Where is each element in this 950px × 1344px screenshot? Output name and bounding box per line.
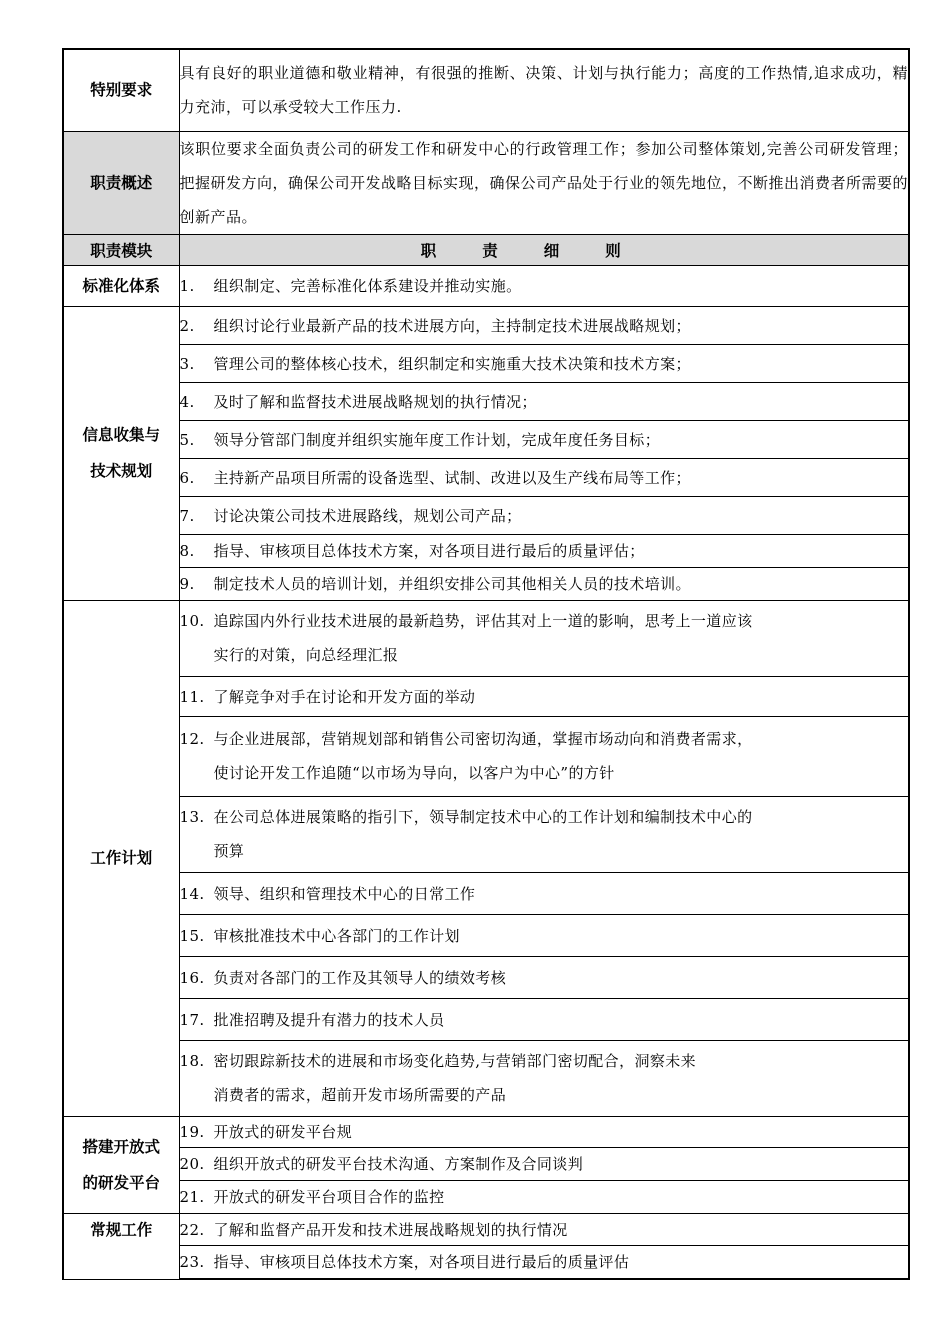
item-text: 及时了解和监督技术进展战略规划的执行情况； xyxy=(213,392,537,411)
table-row xyxy=(63,567,909,600)
list-item xyxy=(179,1147,909,1180)
list-item xyxy=(179,716,909,796)
item-number: 12. xyxy=(179,730,205,748)
list-item xyxy=(179,914,909,956)
section-label-info-collection xyxy=(63,306,179,600)
item-number: 10. xyxy=(179,612,205,630)
item-number: 3. xyxy=(179,354,195,373)
list-item xyxy=(179,872,909,914)
table-row xyxy=(63,1245,909,1279)
table-row xyxy=(63,458,909,496)
item-number: 6. xyxy=(179,468,195,487)
item-number: 14. xyxy=(179,884,205,903)
item-text: 指导、审核项目总体技术方案，对各项目进行最后的质量评估 xyxy=(213,1253,630,1272)
item-text: 讨论决策公司技术进展路线，规划公司产品； xyxy=(213,506,522,525)
item-text: 指导、审核项目总体技术方案，对各项目进行最后的质量评估； xyxy=(213,542,645,560)
item-number: 9. xyxy=(179,575,195,593)
item-number: 1. xyxy=(179,277,195,295)
item-number: 2. xyxy=(179,316,195,335)
table-row xyxy=(63,998,909,1040)
job-description-document xyxy=(62,48,908,1280)
item-text: 开放式的研发平台规 xyxy=(213,1123,353,1141)
item-number: 20. xyxy=(179,1155,205,1173)
list-item xyxy=(179,567,909,600)
item-text-line1: 追踪国内外行业技术进展的最新趋势，评估其对上一道的影响，思考上一道应该 xyxy=(213,612,753,630)
item-number: 11. xyxy=(179,687,205,706)
table-row xyxy=(63,716,909,796)
item-text: 管理公司的整体核心技术，组织制定和实施重大技术决策和技术方案； xyxy=(213,354,691,373)
list-item xyxy=(179,496,909,534)
list-item xyxy=(179,420,909,458)
table-row xyxy=(63,872,909,914)
item-number: 5. xyxy=(179,430,195,449)
item-text-line1: 与企业进展部，营销规划部和销售公司密切沟通，掌握市场动向和消费者需求， xyxy=(213,730,753,748)
list-item xyxy=(179,1180,909,1213)
item-number: 17. xyxy=(179,1010,205,1029)
table-row xyxy=(63,1180,909,1213)
item-number: 16. xyxy=(179,968,205,987)
item-number: 21. xyxy=(179,1188,205,1206)
item-text: 了解竞争对手在讨论和开发方面的举动 xyxy=(213,687,476,706)
section-label-routine-work: 常规工作 xyxy=(63,1213,179,1279)
item-number: 8. xyxy=(179,542,195,560)
table-row xyxy=(63,956,909,998)
table-row xyxy=(63,496,909,534)
item-text: 开放式的研发平台项目合作的监控 xyxy=(213,1188,445,1206)
table-row xyxy=(63,600,909,676)
list-item xyxy=(179,956,909,998)
list-item xyxy=(179,998,909,1040)
list-item xyxy=(179,1213,909,1245)
list-item xyxy=(179,1245,909,1279)
list-item xyxy=(179,306,909,344)
table-row xyxy=(63,1116,909,1147)
list-item xyxy=(179,534,909,567)
table-row xyxy=(63,1147,909,1180)
table-row xyxy=(63,676,909,716)
list-item xyxy=(179,382,909,420)
section-label-work-plan: 工作计划 xyxy=(63,600,179,1116)
label-line: 的研发平台 xyxy=(82,1173,160,1192)
item-text: 组织制定、完善标准化体系建设并推动实施。 xyxy=(213,277,522,295)
item-number: 23. xyxy=(179,1253,205,1272)
item-number: 15. xyxy=(179,926,205,945)
list-item xyxy=(179,600,909,676)
item-text: 了解和监督产品开发和技术进展战略规划的执行情况 xyxy=(213,1220,568,1239)
table-row xyxy=(63,344,909,382)
item-text-line2: 消费者的需求，超前开发市场所需要的产品 xyxy=(213,1086,507,1104)
label-line: 信息收集与 xyxy=(82,426,160,444)
section-label-open-platform xyxy=(63,1116,179,1213)
table-row xyxy=(63,534,909,567)
item-text-line1: 密切跟踪新技术的进展和市场变化趋势,与营销部门密切配合，洞察未来 xyxy=(213,1052,697,1070)
module-header: 职责模块 xyxy=(63,234,179,265)
list-item xyxy=(179,1116,909,1147)
table-row xyxy=(63,420,909,458)
item-text-line2: 使讨论开发工作追随“以市场为导向，以客户为中心”的方针 xyxy=(213,764,615,782)
table-row xyxy=(63,914,909,956)
item-text: 领导、组织和管理技术中心的日常工作 xyxy=(213,884,476,903)
list-item xyxy=(179,265,909,306)
table-row xyxy=(63,796,909,872)
item-text: 组织讨论行业最新产品的技术进展方向，主持制定技术进展战略规划； xyxy=(213,316,691,335)
item-number: 22. xyxy=(179,1220,205,1239)
item-number: 13. xyxy=(179,808,205,826)
list-item xyxy=(179,796,909,872)
section-label-standardization: 标准化体系 xyxy=(63,265,179,306)
table-row xyxy=(63,265,909,306)
table-row xyxy=(63,1213,909,1245)
item-text: 组织开放式的研发平台技术沟通、方案制作及合同谈判 xyxy=(213,1155,584,1173)
list-item xyxy=(179,1040,909,1116)
duty-overview-row xyxy=(63,131,909,234)
item-number: 18. xyxy=(179,1052,205,1070)
item-number: 4. xyxy=(179,392,195,411)
table-header-row xyxy=(63,234,909,265)
item-text: 领导分管部门制度并组织实施年度工作计划，完成年度任务目标； xyxy=(213,430,661,449)
item-text-line2: 实行的对策，向总经理汇报 xyxy=(213,646,399,664)
item-number: 19. xyxy=(179,1123,205,1141)
table-row xyxy=(63,306,909,344)
duty-overview-text: 该职位要求全面负责公司的研发工作和研发中心的行政管理工作；参加公司整体策划,完善公司研发管理；把握研发方向，确保公司开发战略目标实现，确保公司产品处于行业的领先地位，不断推出消费者所需要的创新产品。 xyxy=(179,131,909,234)
table-row xyxy=(63,382,909,420)
item-text-line1: 在公司总体进展策略的指引下，领导制定技术中心的工作计划和编制技术中心的 xyxy=(213,808,753,826)
item-text: 制定技术人员的培训计划，并组织安排公司其他相关人员的技术培训。 xyxy=(213,575,691,593)
item-text: 主持新产品项目所需的设备选型、试制、改进以及生产线布局等工作； xyxy=(213,468,691,487)
details-header: 职责细则 xyxy=(179,234,909,265)
special-requirements-row xyxy=(63,49,909,131)
item-text: 批准招聘及提升有潜力的技术人员 xyxy=(213,1010,445,1029)
item-text: 审核批准技术中心各部门的工作计划 xyxy=(213,926,460,945)
special-requirements-label: 特别要求 xyxy=(63,49,179,131)
item-text-line2: 预算 xyxy=(213,842,245,860)
label-line: 技术规划 xyxy=(90,462,153,480)
duty-table xyxy=(62,48,910,1280)
list-item xyxy=(179,458,909,496)
label-line: 搭建开放式 xyxy=(82,1137,160,1156)
table-row xyxy=(63,1040,909,1116)
item-text: 负责对各部门的工作及其领导人的绩效考核 xyxy=(213,968,507,987)
list-item xyxy=(179,676,909,716)
special-requirements-text: 具有良好的职业道德和敬业精神，有很强的推断、决策、计划与执行能力；高度的工作热情,追求成功，精力充沛，可以承受较大工作压力. xyxy=(179,49,909,131)
list-item xyxy=(179,344,909,382)
duty-overview-label: 职责概述 xyxy=(63,131,179,234)
item-number: 7. xyxy=(179,506,195,525)
